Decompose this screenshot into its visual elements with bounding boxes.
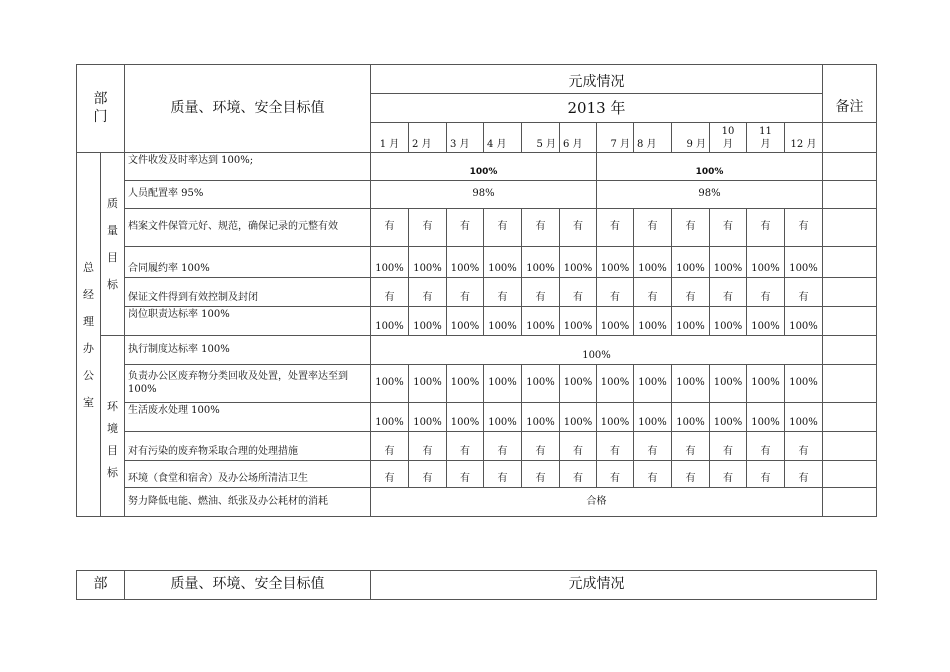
value-cell: 有 <box>560 461 597 488</box>
remarks-header: 备注 <box>823 94 877 123</box>
value-cell: 有 <box>634 432 672 461</box>
value-cell: 100% <box>371 403 409 432</box>
value-cell: 有 <box>597 278 634 307</box>
value-cell: 100% <box>785 247 823 278</box>
remarks-cell <box>823 365 877 403</box>
remarks-cell <box>823 181 877 209</box>
value-cell: 100% <box>710 307 747 336</box>
value-cell: 有 <box>447 432 484 461</box>
value-cell: 有 <box>597 461 634 488</box>
value-r1-h1: 100% <box>371 153 597 181</box>
value-cell: 100% <box>409 365 447 403</box>
month-3: 3 月 <box>447 123 484 153</box>
completion-header-2: 元成情况 <box>371 571 877 600</box>
env-group-label: 环 境 目 标 <box>101 365 125 517</box>
value-cell: 100% <box>447 365 484 403</box>
item-doc-dispatch: 文件收发及时率达到 100%; <box>125 153 371 181</box>
value-cell: 100% <box>484 403 522 432</box>
item-doc-control: 保证文件得到有效控制及封闭 <box>125 278 371 307</box>
remarks-cell <box>823 307 877 336</box>
remarks-top-cell <box>823 65 877 94</box>
value-cell: 100% <box>747 365 785 403</box>
value-cell: 100% <box>634 365 672 403</box>
value-cell: 100% <box>634 307 672 336</box>
value-cell: 有 <box>447 278 484 307</box>
remarks-cell <box>823 336 877 365</box>
value-cell: 有 <box>409 278 447 307</box>
value-cell: 100% <box>672 307 710 336</box>
value-cell: 100% <box>597 247 634 278</box>
item-contract-rate: 合同履约率 100% <box>125 247 371 278</box>
value-cell: 100% <box>560 403 597 432</box>
value-cell: 有 <box>522 209 560 247</box>
remarks-cell <box>823 209 877 247</box>
value-cell: 100% <box>560 247 597 278</box>
value-cell: 100% <box>560 365 597 403</box>
value-cell: 有 <box>597 432 634 461</box>
item-cleanliness: 环境（食堂和宿舍）及办公场所清洁卫生 <box>125 461 371 488</box>
value-cell: 有 <box>710 461 747 488</box>
target-completion-table-continued <box>76 570 877 600</box>
value-cell: 100% <box>672 247 710 278</box>
value-cell: 有 <box>409 461 447 488</box>
quality-group-label: 质 量 目 标 <box>101 153 125 336</box>
value-cell: 有 <box>371 432 409 461</box>
remarks-cell <box>823 488 877 517</box>
month-1: 1 月 <box>371 123 409 153</box>
value-cell: 有 <box>710 432 747 461</box>
value-cell: 100% <box>522 247 560 278</box>
value-cell: 有 <box>522 278 560 307</box>
value-cell: 100% <box>710 403 747 432</box>
value-cell: 100% <box>634 247 672 278</box>
value-cell: 有 <box>747 278 785 307</box>
dept-header-2: 部 <box>77 571 125 600</box>
value-cell: 有 <box>371 209 409 247</box>
value-cell: 100% <box>447 307 484 336</box>
month-4: 4 月 <box>484 123 522 153</box>
value-cell: 有 <box>672 461 710 488</box>
value-cell: 100% <box>522 365 560 403</box>
value-cell: 有 <box>447 461 484 488</box>
value-cell: 100% <box>597 307 634 336</box>
item-archive-keeping: 档案文件保管元好、规范，确保记录的元整有效 <box>125 209 371 247</box>
value-cell: 有 <box>522 461 560 488</box>
value-cell: 100% <box>409 307 447 336</box>
value-r12-all: 合格 <box>371 488 823 517</box>
month-7: 7 月 <box>597 123 634 153</box>
value-cell: 有 <box>371 461 409 488</box>
value-cell: 100% <box>597 365 634 403</box>
value-cell: 有 <box>484 461 522 488</box>
value-r1-h2: 100% <box>597 153 823 181</box>
completion-header: 元成情况 <box>371 65 823 94</box>
value-cell: 100% <box>747 403 785 432</box>
value-cell: 100% <box>785 365 823 403</box>
item-system-compliance: 执行制度达标率 100% <box>125 336 371 365</box>
month-11: 11 月 <box>747 123 785 153</box>
remarks-cell <box>823 278 877 307</box>
value-cell: 100% <box>409 247 447 278</box>
value-cell: 100% <box>484 247 522 278</box>
value-cell: 100% <box>634 403 672 432</box>
value-r2-h2: 98% <box>597 181 823 209</box>
value-cell: 100% <box>785 307 823 336</box>
value-cell: 有 <box>710 278 747 307</box>
month-9: 9 月 <box>672 123 710 153</box>
value-r2-h1: 98% <box>371 181 597 209</box>
value-cell: 有 <box>560 209 597 247</box>
item-waste-sorting: 负责办公区废弃物分类回收及处置，处置率达至到 100% <box>125 365 371 403</box>
value-cell: 有 <box>785 278 823 307</box>
value-cell: 100% <box>710 247 747 278</box>
remarks-cell <box>823 247 877 278</box>
month-12: 12 月 <box>785 123 823 153</box>
value-cell: 有 <box>785 209 823 247</box>
value-cell: 100% <box>484 307 522 336</box>
value-cell: 100% <box>484 365 522 403</box>
item-staffing-rate: 人员配置率 95% <box>125 181 371 209</box>
value-cell: 100% <box>522 403 560 432</box>
value-r7-all: 100% <box>371 336 823 365</box>
dept-name: 总 经 理 办 公 室 <box>77 153 101 517</box>
value-cell: 有 <box>560 432 597 461</box>
value-cell: 100% <box>447 403 484 432</box>
remarks-cell <box>823 461 877 488</box>
goal-header-2: 质量、环境、安全目标值 <box>125 571 371 600</box>
value-cell: 100% <box>447 247 484 278</box>
value-cell: 有 <box>484 209 522 247</box>
value-cell: 有 <box>672 278 710 307</box>
value-cell: 有 <box>634 209 672 247</box>
item-post-duty-rate: 岗位职责达标率 100% <box>125 307 371 336</box>
value-cell: 100% <box>597 403 634 432</box>
value-cell: 100% <box>785 403 823 432</box>
value-cell: 有 <box>484 432 522 461</box>
value-cell: 有 <box>634 461 672 488</box>
value-cell: 100% <box>522 307 560 336</box>
value-cell: 100% <box>747 247 785 278</box>
value-cell: 100% <box>560 307 597 336</box>
value-cell: 有 <box>447 209 484 247</box>
value-cell: 有 <box>672 209 710 247</box>
goal-header: 质量、环境、安全目标值 <box>125 65 371 153</box>
remarks-cell <box>823 403 877 432</box>
group-gap-cell <box>101 336 125 365</box>
value-cell: 有 <box>484 278 522 307</box>
item-pollutant-measures: 对有污染的废弃物采取合理的处理措施 <box>125 432 371 461</box>
dept-header: 部 门 <box>77 65 125 153</box>
month-5: 5 月 <box>522 123 560 153</box>
value-cell: 有 <box>710 209 747 247</box>
value-cell: 100% <box>371 247 409 278</box>
month-2: 2 月 <box>409 123 447 153</box>
value-cell: 100% <box>672 403 710 432</box>
value-cell: 有 <box>747 432 785 461</box>
value-cell: 有 <box>747 209 785 247</box>
year-header: 2013 年 <box>371 94 823 123</box>
value-cell: 有 <box>634 278 672 307</box>
month-8: 8 月 <box>634 123 672 153</box>
value-cell: 有 <box>785 461 823 488</box>
target-completion-table <box>76 64 877 517</box>
item-waste-water: 生活废水处理 100% <box>125 403 371 432</box>
remarks-cell <box>823 432 877 461</box>
value-cell: 有 <box>409 209 447 247</box>
month-6: 6 月 <box>560 123 597 153</box>
item-energy-saving: 努力降低电能、燃油、纸张及办公耗材的消耗 <box>125 488 371 517</box>
value-cell: 100% <box>371 365 409 403</box>
value-cell: 100% <box>747 307 785 336</box>
remarks-cell <box>823 153 877 181</box>
value-cell: 有 <box>672 432 710 461</box>
value-cell: 有 <box>371 278 409 307</box>
value-cell: 100% <box>672 365 710 403</box>
value-cell: 有 <box>747 461 785 488</box>
value-cell: 有 <box>785 432 823 461</box>
remarks-cell <box>823 123 877 153</box>
value-cell: 有 <box>560 278 597 307</box>
value-cell: 100% <box>409 403 447 432</box>
value-cell: 有 <box>522 432 560 461</box>
value-cell: 有 <box>409 432 447 461</box>
value-cell: 100% <box>710 365 747 403</box>
value-cell: 100% <box>371 307 409 336</box>
value-cell: 有 <box>597 209 634 247</box>
month-10: 10 月 <box>710 123 747 153</box>
